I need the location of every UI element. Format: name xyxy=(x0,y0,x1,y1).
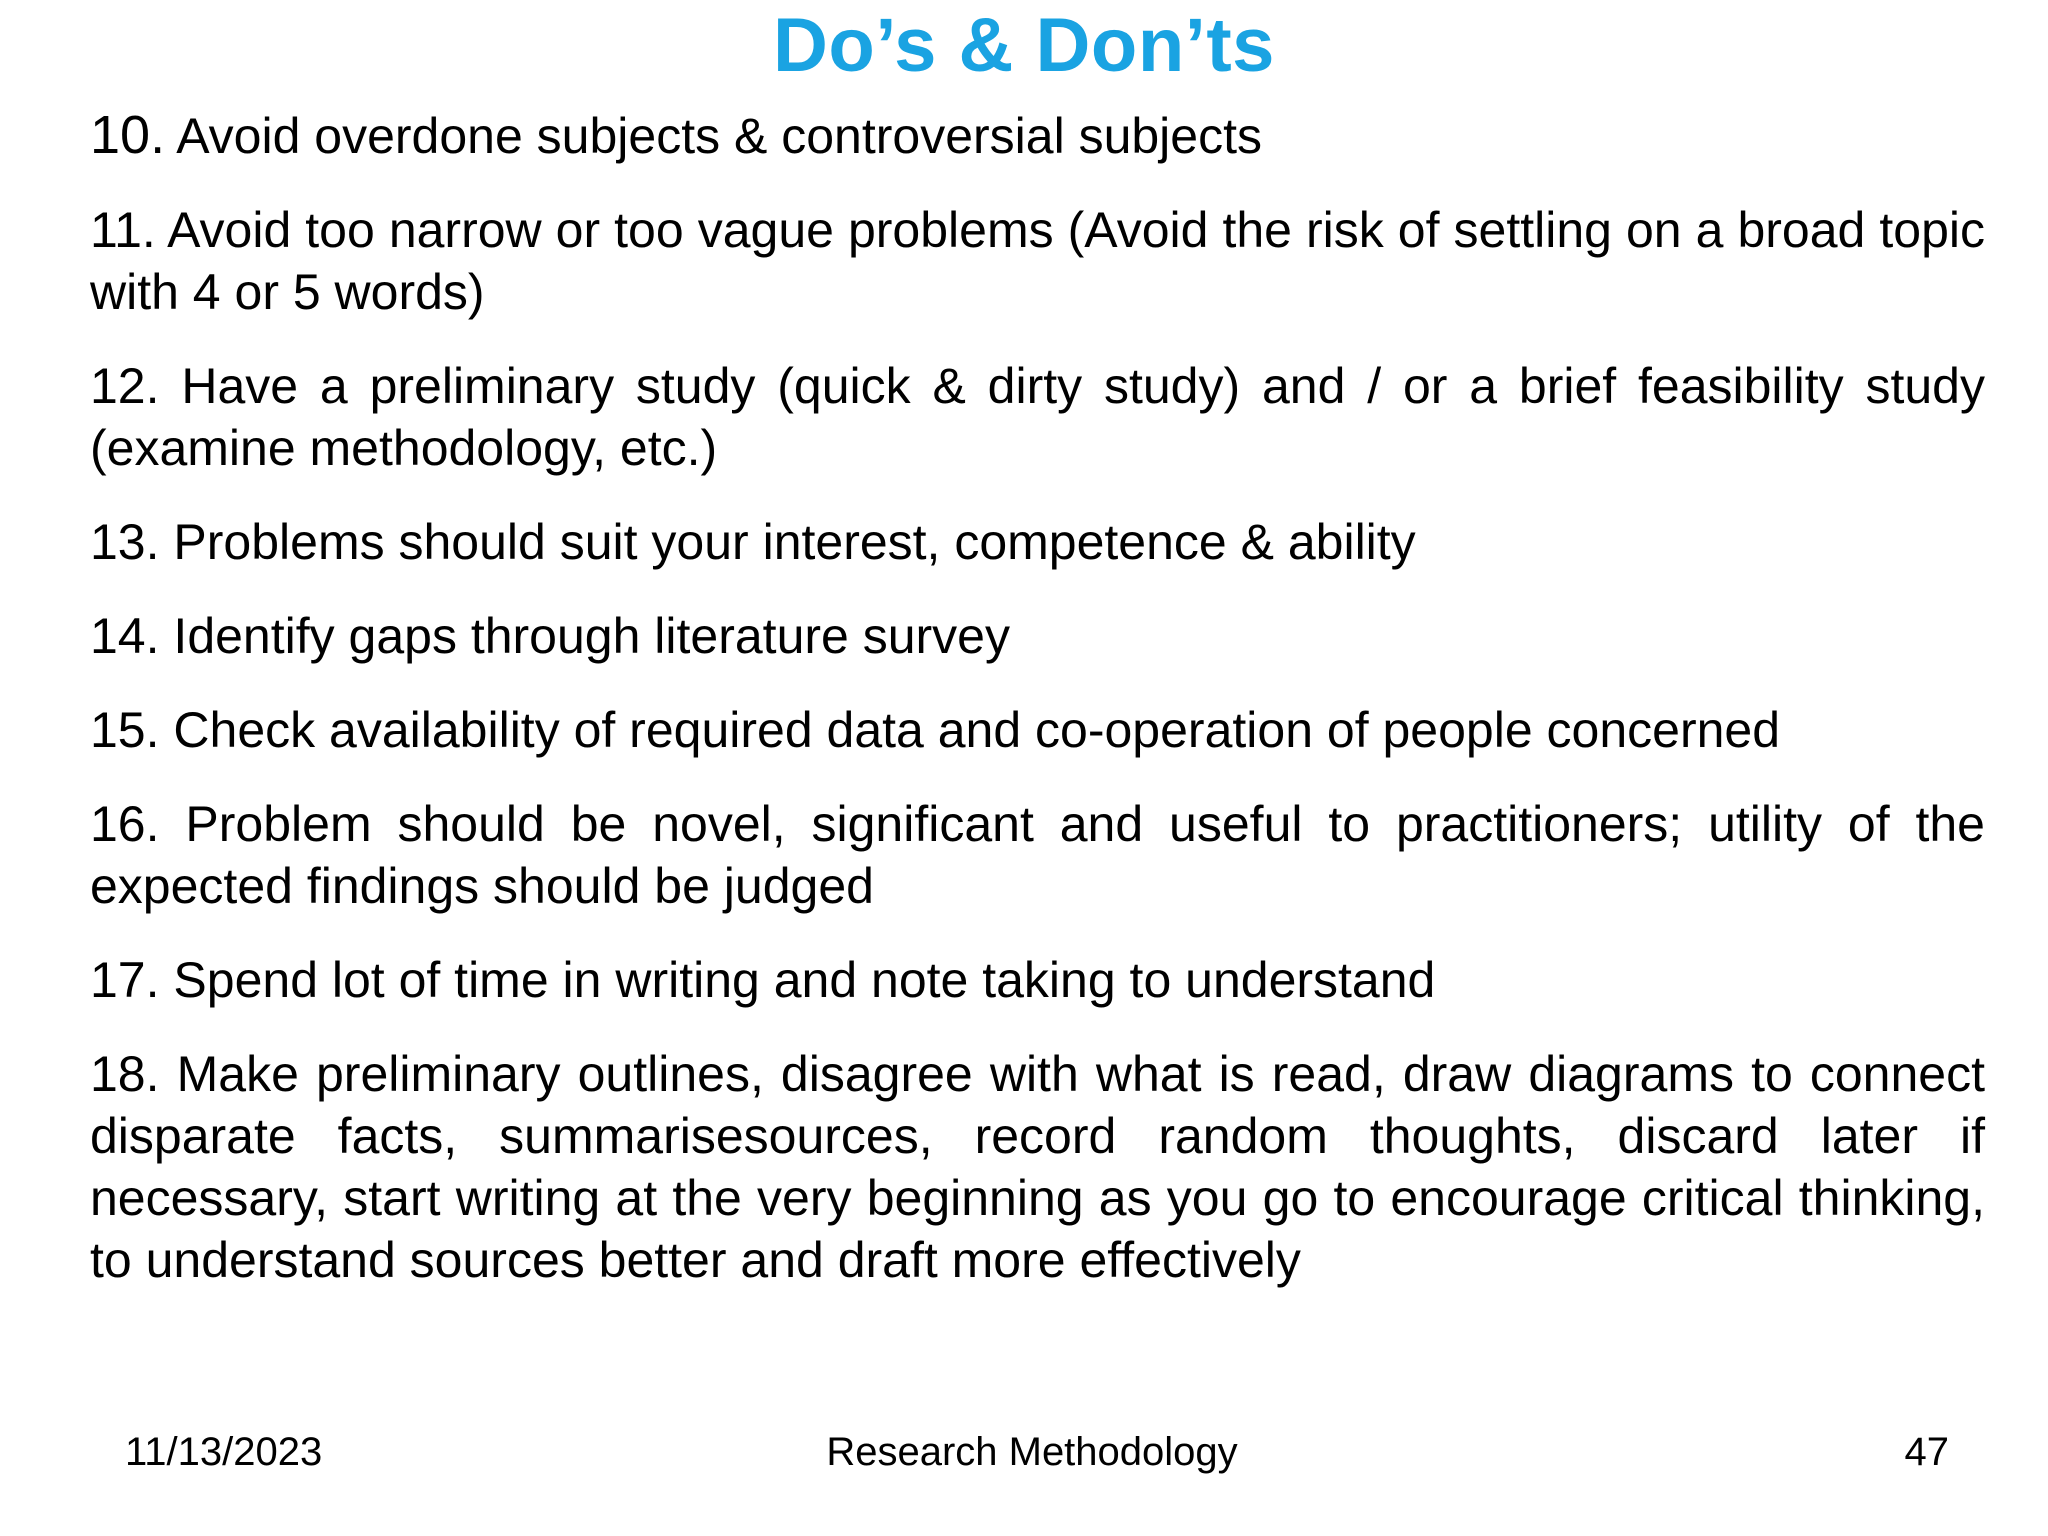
item-text: Identify gaps through literature survey xyxy=(173,608,1010,664)
footer-date: 11/13/2023 xyxy=(125,1430,323,1474)
item-text: Avoid too narrow or too vague problems (Avoid the risk of settling on a broad topic with 4 or 5 words) xyxy=(90,202,1985,320)
slide-title: Do’s & Don’ts xyxy=(773,3,1275,88)
item-number: 14. xyxy=(90,608,160,664)
item-text: Problems should suit your interest, competence & ability xyxy=(173,514,1416,570)
item-number: 16. xyxy=(90,796,160,852)
list-item xyxy=(90,793,1985,917)
list-item xyxy=(90,699,1985,761)
item-text: Check availability of required data and co-operation of people concerned xyxy=(173,702,1781,758)
list-item xyxy=(90,605,1985,667)
item-number: 10. xyxy=(90,105,166,165)
list-item xyxy=(90,949,1985,1011)
item-text: Problem should be novel, significant and useful to practitioners; utility of the expected findings should be judged xyxy=(90,796,1985,914)
item-text: Have a preliminary study (quick & dirty study) and / or a brief feasibility study (examine methodology, etc.) xyxy=(90,358,1985,476)
item-text: Make preliminary outlines, disagree with what is read, draw diagrams to connect disparate facts, summarisesources, record random thoughts, discard later if necessary, start writing at the very beginning as you go to encourage critical thinking, to understand sources better and draft more effectively xyxy=(90,1046,1985,1288)
item-number: 11. xyxy=(90,202,156,258)
item-text: Spend lot of time in writing and note taking to understand xyxy=(173,952,1436,1008)
item-number: 17. xyxy=(90,952,160,1008)
item-number: 13. xyxy=(90,514,160,570)
list-item xyxy=(90,199,1985,323)
list-item xyxy=(90,104,1985,167)
item-number: 15. xyxy=(90,702,160,758)
list-item xyxy=(90,511,1985,573)
list-item xyxy=(90,355,1985,479)
list-item xyxy=(90,1043,1985,1291)
item-number: 18. xyxy=(90,1046,160,1102)
item-text: Avoid overdone subjects & controversial subjects xyxy=(176,108,1262,164)
page-number: 47 xyxy=(1904,1430,1949,1474)
item-list xyxy=(90,104,1985,1323)
item-number: 12. xyxy=(90,358,160,414)
footer-title: Research Methodology xyxy=(826,1430,1238,1474)
